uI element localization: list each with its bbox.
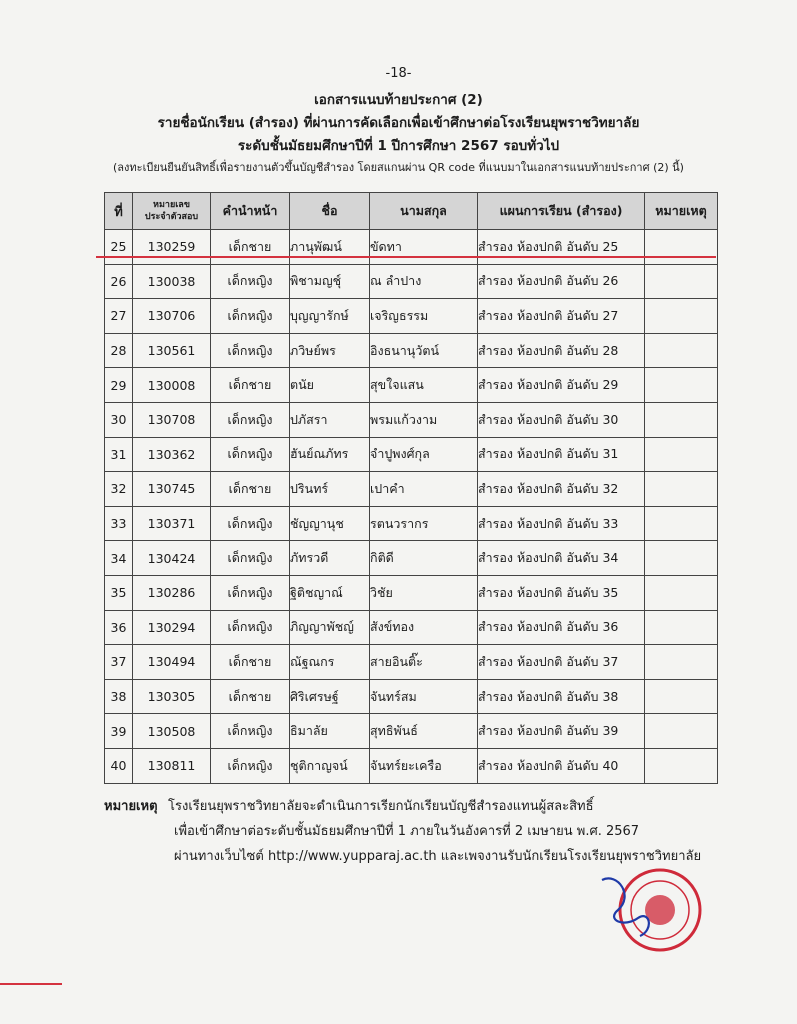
- cell-first: ศิริเศรษฐ์: [290, 679, 370, 714]
- cell-plan: สำรอง ห้องปกติ อันดับ 32: [478, 472, 645, 507]
- cell-last: สุขใจแสน: [370, 368, 478, 403]
- cell-first: ฐิติชญาณ์: [290, 575, 370, 610]
- cell-plan: สำรอง ห้องปกติ อันดับ 35: [478, 575, 645, 610]
- cell-id: 130362: [133, 437, 211, 472]
- table-row: [105, 299, 718, 334]
- cell-id: 130286: [133, 575, 211, 610]
- table-row: [105, 402, 718, 437]
- cell-remark: [645, 472, 718, 507]
- cell-last: กิติดี: [370, 541, 478, 576]
- cell-id: 130008: [133, 368, 211, 403]
- cell-id: 130294: [133, 610, 211, 645]
- cell-remark: [645, 748, 718, 783]
- cell-last: วิชัย: [370, 575, 478, 610]
- cell-prefix: เด็กหญิง: [211, 299, 290, 334]
- cell-no: 34: [105, 541, 133, 576]
- cell-no: 38: [105, 679, 133, 714]
- cell-first: ปรินทร์: [290, 472, 370, 507]
- cell-prefix: เด็กหญิง: [211, 714, 290, 749]
- school-seal-with-signature: [594, 866, 704, 956]
- doc-instruction: (ลงทะเบียนยืนยันสิทธิ์เพื่อรายงานตัวขึ้นบัญชีสำรอง โดยสแกนผ่าน QR code ที่แนบมาในเอกสารแนบท้ายประกาศ (2) นี้): [113, 161, 684, 174]
- cell-prefix: เด็กชาย: [211, 679, 290, 714]
- header-last-name: นามสกุล: [370, 193, 478, 230]
- cell-plan: สำรอง ห้องปกติ อันดับ 37: [478, 645, 645, 680]
- cell-no: 39: [105, 714, 133, 749]
- header-plan: แผนการเรียน (สำรอง): [478, 193, 645, 230]
- cell-remark: [645, 230, 718, 265]
- header-exam-id-line2: ประจำตัวสอบ: [144, 212, 199, 222]
- cell-remark: [645, 299, 718, 334]
- table-row: [105, 333, 718, 368]
- table-header-row: [105, 193, 718, 230]
- cell-no: 35: [105, 575, 133, 610]
- cell-last: จันทร์สม: [370, 679, 478, 714]
- cell-first: ธิมาลัย: [290, 714, 370, 749]
- cell-plan: สำรอง ห้องปกติ อันดับ 27: [478, 299, 645, 334]
- table-row: [105, 714, 718, 749]
- cell-prefix: เด็กชาย: [211, 368, 290, 403]
- cell-prefix: เด็กหญิง: [211, 575, 290, 610]
- cell-last: รตนวรากร: [370, 506, 478, 541]
- cell-last: ขัดทา: [370, 230, 478, 265]
- cell-plan: สำรอง ห้องปกติ อันดับ 34: [478, 541, 645, 576]
- cell-id: 130494: [133, 645, 211, 680]
- cell-prefix: เด็กหญิง: [211, 333, 290, 368]
- cell-plan: สำรอง ห้องปกติ อันดับ 36: [478, 610, 645, 645]
- cell-prefix: เด็กหญิง: [211, 437, 290, 472]
- cell-id: 130424: [133, 541, 211, 576]
- cell-prefix: เด็กหญิง: [211, 402, 290, 437]
- note-line-2: เพื่อเข้าศึกษาต่อระดับชั้นมัธยมศึกษาปีที่ 1 ภายในวันอังคารที่ 2 เมษายน พ.ศ. 2567: [174, 824, 640, 839]
- reserve-student-table: [104, 192, 718, 784]
- cell-no: 26: [105, 264, 133, 299]
- cell-first: ชุติกาญจน์: [290, 748, 370, 783]
- cell-plan: สำรอง ห้องปกติ อันดับ 39: [478, 714, 645, 749]
- table-row: [105, 506, 718, 541]
- cell-last: ณ ลำปาง: [370, 264, 478, 299]
- cell-first: ฮันย์ณภัทร: [290, 437, 370, 472]
- doc-title: เอกสารแนบท้ายประกาศ (2): [314, 92, 483, 108]
- cell-id: 130561: [133, 333, 211, 368]
- cell-prefix: เด็กหญิง: [211, 748, 290, 783]
- cell-prefix: เด็กหญิง: [211, 506, 290, 541]
- cell-id: 130038: [133, 264, 211, 299]
- cell-id: 130745: [133, 472, 211, 507]
- cell-remark: [645, 714, 718, 749]
- cell-remark: [645, 679, 718, 714]
- cell-last: สายอินติ๊ะ: [370, 645, 478, 680]
- cell-first: ภวิษย์พร: [290, 333, 370, 368]
- header-no: ที่: [105, 193, 133, 230]
- doc-level-year: ระดับชั้นมัธยมศึกษาปีที่ 1 ปีการศึกษา 2567 รอบทั่วไป: [237, 138, 560, 154]
- table-row: [105, 264, 718, 299]
- cell-remark: [645, 264, 718, 299]
- header-first-name: ชื่อ: [290, 193, 370, 230]
- cell-plan: สำรอง ห้องปกติ อันดับ 33: [478, 506, 645, 541]
- header-exam-id-line1: หมายเลข: [153, 200, 190, 210]
- cell-id: 130305: [133, 679, 211, 714]
- cell-no: 37: [105, 645, 133, 680]
- cell-prefix: เด็กหญิง: [211, 610, 290, 645]
- table-row: [105, 610, 718, 645]
- table-row: [105, 575, 718, 610]
- cell-remark: [645, 575, 718, 610]
- cell-id: 130508: [133, 714, 211, 749]
- cell-prefix: เด็กชาย: [211, 472, 290, 507]
- table-row: [105, 645, 718, 680]
- cell-last: เจริญธรรม: [370, 299, 478, 334]
- cell-no: 27: [105, 299, 133, 334]
- cell-no: 40: [105, 748, 133, 783]
- cell-first: บุญญารักษ์: [290, 299, 370, 334]
- cell-plan: สำรอง ห้องปกติ อันดับ 40: [478, 748, 645, 783]
- cell-remark: [645, 610, 718, 645]
- cell-id: 130708: [133, 402, 211, 437]
- cell-remark: [645, 333, 718, 368]
- header-exam-id: [133, 193, 211, 230]
- page-number: -18-: [385, 66, 412, 81]
- cell-plan: สำรอง ห้องปกติ อันดับ 38: [478, 679, 645, 714]
- doc-subtitle: รายชื่อนักเรียน (สำรอง) ที่ผ่านการคัดเลือกเพื่อเข้าศึกษาต่อโรงเรียนยุพราชวิทยาลัย: [157, 115, 640, 131]
- cell-no: 36: [105, 610, 133, 645]
- cell-remark: [645, 437, 718, 472]
- table-row: [105, 230, 718, 265]
- highlight-underline: [96, 256, 716, 258]
- cell-no: 28: [105, 333, 133, 368]
- cell-id: 130811: [133, 748, 211, 783]
- cell-plan: สำรอง ห้องปกติ อันดับ 28: [478, 333, 645, 368]
- cell-prefix: เด็กชาย: [211, 645, 290, 680]
- cell-remark: [645, 506, 718, 541]
- cell-no: 32: [105, 472, 133, 507]
- cell-first: ปภัสรา: [290, 402, 370, 437]
- cell-first: ตนัย: [290, 368, 370, 403]
- cell-prefix: เด็กหญิง: [211, 264, 290, 299]
- header-remark: หมายเหตุ: [645, 193, 718, 230]
- cell-id: 130706: [133, 299, 211, 334]
- red-dash-mark: [0, 983, 62, 985]
- cell-first: ภานุพัฒน์: [290, 230, 370, 265]
- cell-last: สุทธิพันธ์: [370, 714, 478, 749]
- cell-last: เปาคำ: [370, 472, 478, 507]
- cell-first: ณัฐณกร: [290, 645, 370, 680]
- cell-remark: [645, 402, 718, 437]
- cell-no: 25: [105, 230, 133, 265]
- table-row: [105, 472, 718, 507]
- note-line-1: โรงเรียนยุพราชวิทยาลัยจะดำเนินการเรียกนักเรียนบัญชีสำรองแทนผู้สละสิทธิ์: [168, 799, 594, 814]
- cell-prefix: เด็กหญิง: [211, 541, 290, 576]
- note-line-3: ผ่านทางเว็บไซต์ http://www.yupparaj.ac.th และเพจงานรับนักเรียนโรงเรียนยุพราชวิทยาลัย: [174, 849, 702, 864]
- cell-first: ภิญญาพัชญ์: [290, 610, 370, 645]
- cell-remark: [645, 541, 718, 576]
- table-row: [105, 679, 718, 714]
- cell-prefix: เด็กชาย: [211, 230, 290, 265]
- cell-remark: [645, 368, 718, 403]
- table-row: [105, 748, 718, 783]
- cell-last: จันทร์ยะเครือ: [370, 748, 478, 783]
- cell-last: อิงธนานุวัตน์: [370, 333, 478, 368]
- cell-first: พิชามญชุ์: [290, 264, 370, 299]
- header-prefix: คำนำหน้า: [211, 193, 290, 230]
- table-row: [105, 368, 718, 403]
- cell-plan: สำรอง ห้องปกติ อันดับ 25: [478, 230, 645, 265]
- cell-no: 29: [105, 368, 133, 403]
- cell-last: สังข์ทอง: [370, 610, 478, 645]
- table-row: [105, 437, 718, 472]
- cell-plan: สำรอง ห้องปกติ อันดับ 31: [478, 437, 645, 472]
- cell-plan: สำรอง ห้องปกติ อันดับ 26: [478, 264, 645, 299]
- cell-remark: [645, 645, 718, 680]
- cell-plan: สำรอง ห้องปกติ อันดับ 30: [478, 402, 645, 437]
- cell-id: 130259: [133, 230, 211, 265]
- cell-no: 30: [105, 402, 133, 437]
- cell-last: พรมแก้วงาม: [370, 402, 478, 437]
- cell-first: ภัทรวดี: [290, 541, 370, 576]
- cell-id: 130371: [133, 506, 211, 541]
- cell-first: ชัญญานุช: [290, 506, 370, 541]
- cell-last: จำปูพงศ์กุล: [370, 437, 478, 472]
- table-row: [105, 541, 718, 576]
- note-label: หมายเหตุ: [104, 799, 158, 814]
- cell-plan: สำรอง ห้องปกติ อันดับ 29: [478, 368, 645, 403]
- cell-no: 33: [105, 506, 133, 541]
- cell-no: 31: [105, 437, 133, 472]
